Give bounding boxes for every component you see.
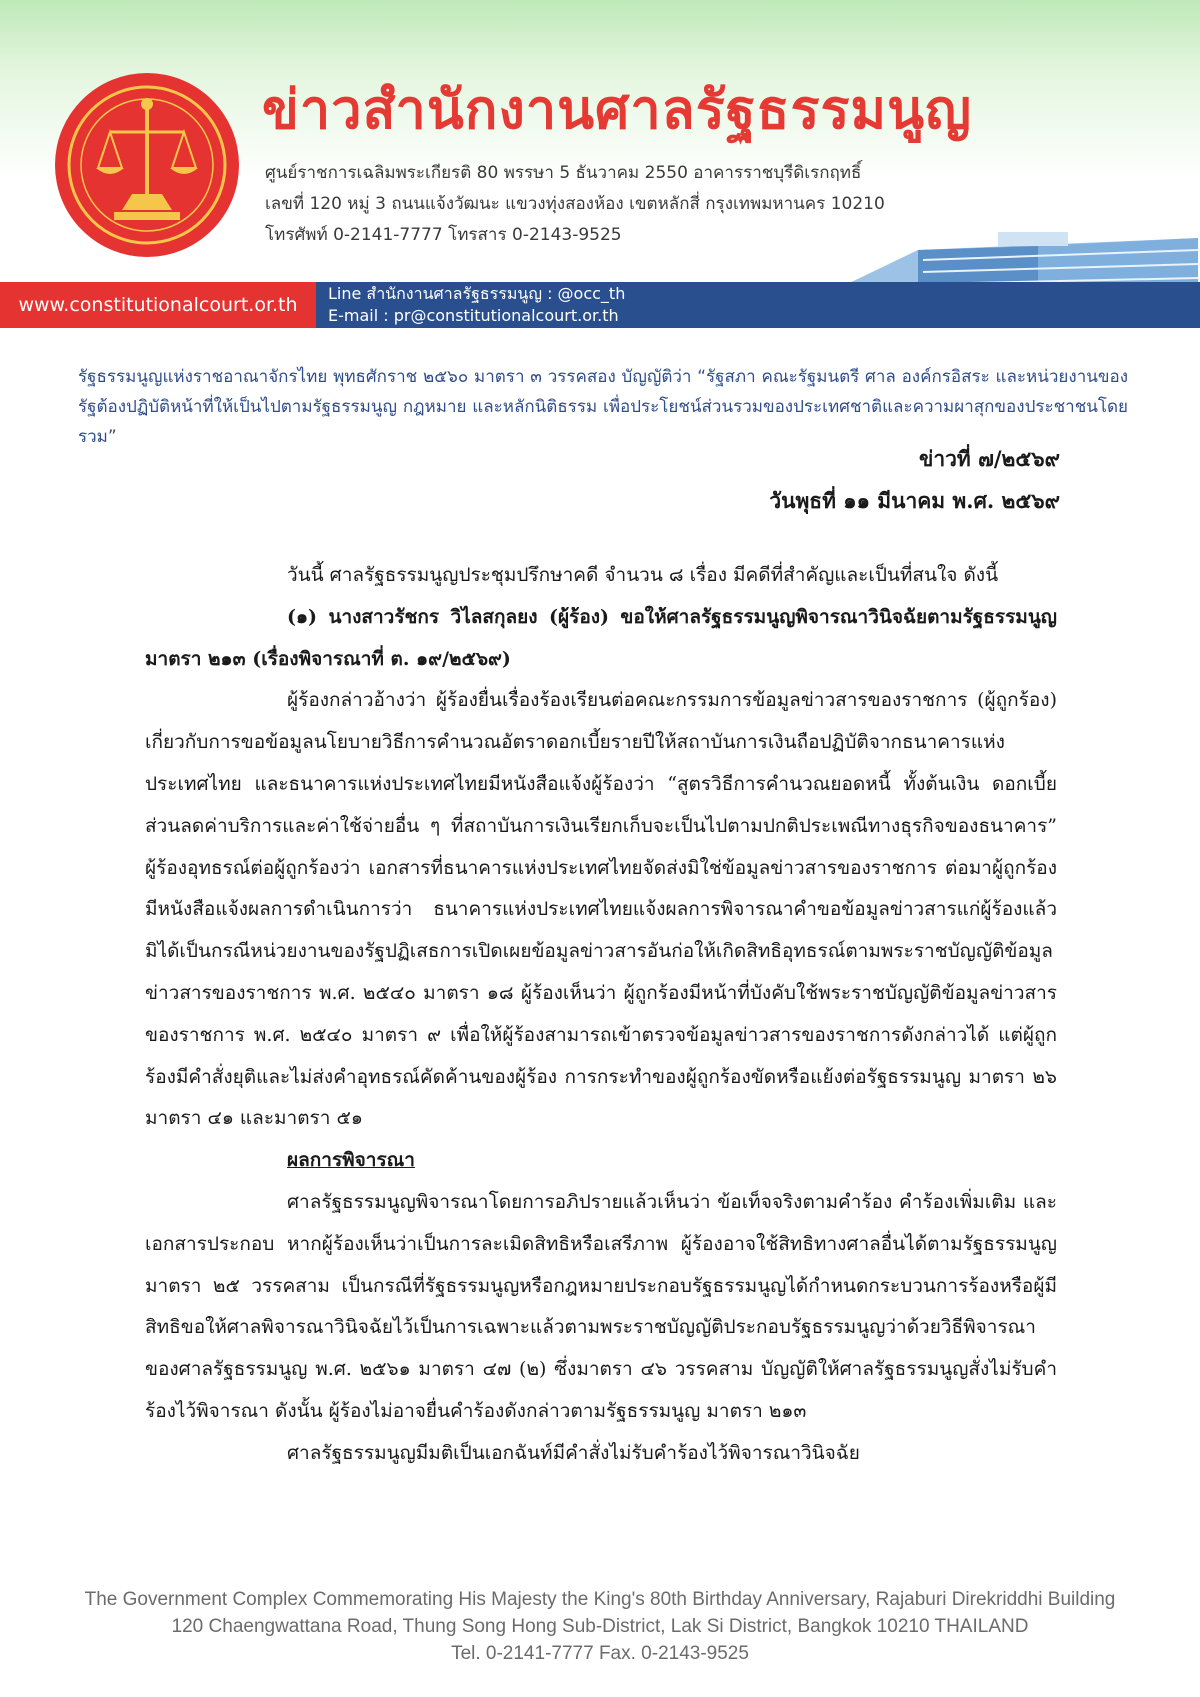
footer-line-3: Tel. 0-2141-7777 Fax. 0-2143-9525	[451, 1643, 749, 1664]
email-contact[interactable]: E-mail : pr@constitutionalcourt.or.th	[328, 306, 619, 325]
case-facts-paragraph: ผู้ร้องกล่าวอ้างว่า ผู้ร้องยื่นเรื่องร้องเรียนต่อคณะกรรมการข้อมูลข่าวสารของราชการ (ผู้ถูกร้อง) เกี่ยวกับการขอข้อมูลนโยบายวิธีการคำนวณอัตราดอกเบี้ยรายปีให้สถาบันการเงินถือปฏิบัติจากธนาคารแห่งประเทศไทย และธนาคารแห่งประเทศไทยมีหนังสือแจ้งผู้ร้องว่า “สูตรวิธีการคำนวณยอดหนี้ ทั้งต้นเงิน ดอกเบี้ย ส่วนลดค่าบริการและค่าใช้จ่ายอื่น ๆ ที่สถาบันการเงินเรียกเก็บจะเป็นไปตามปกติประเพณีทางธุรกิจของธนาคาร” ผู้ร้องอุทธรณ์ต่อผู้ถูกร้องว่า เอกสารที่ธนาคารแห่งประเทศไทยจัดส่งมิใช่ข้อมูลข่าวสารของราชการ ต่อมาผู้ถูกร้องมีหนังสือแจ้งผลการดำเนินการว่า ธนาคารแห่งประเทศไทยแจ้งผลการพิจารณาคำขอข้อมูลข่าวสารแก่ผู้ร้องแล้ว มิได้เป็นกรณีหน่วยงานของรัฐปฏิเสธการเปิดเผยข้อมูลข่าวสารอันก่อให้เกิดสิทธิอุทธรณ์ตามพระราชบัญญัติข้อมูลข่าวสารของราชการ พ.ศ. ๒๕๔๐ มาตรา ๑๘ ผู้ร้องเห็นว่า ผู้ถูกร้องมีหน้าที่บังคับใช้พระราชบัญญัติข้อมูลข่าวสารของราชการ พ.ศ. ๒๕๔๐ มาตรา ๙ เพื่อให้ผู้ร้องสามารถเข้าตรวจข้อมูลข่าวสารของราชการดังกล่าวได้ แต่ผู้ถูกร้องมีคำสั่งยุติและไม่ส่งคำอุทธรณ์คัดค้านของผู้ร้อง การกระทำของผู้ถูกร้องขัดหรือแย้งต่อรัฐธรรมนูญ มาตรา ๒๖ มาตรา ๔๑ และมาตรา ๕๑	[145, 689, 1057, 1130]
news-number: ข่าวที่ ๗/๒๕๖๙	[918, 446, 1060, 471]
ruling-paragraph: ศาลรัฐธรรมนูญมีมติเป็นเอกฉันท์มีคำสั่งไม่รับคำร้องไว้พิจารณาวินิจฉัย	[287, 1441, 860, 1464]
website-link[interactable]: www.constitutionalcourt.or.th	[0, 282, 316, 328]
case-title: (๑) นางสาวรัชกร วิไลสกุลยง (ผู้ร้อง) ขอให้ศาลรัฐธรรมนูญพิจารณาวินิจฉัยตามรัฐธรรมนูญ มาตรา ๒๑๓ (เรื่องพิจารณาที่ ต. ๑๙/๒๕๖๙)	[145, 605, 1057, 670]
contact-bar	[316, 282, 1200, 328]
address-line-2: เลขที่ 120 หมู่ 3 ถนนแจ้งวัฒนะ แขวงทุ่งสองห้อง เขตหลักสี่ กรุงเทพมหานคร 10210	[265, 194, 885, 214]
intro-paragraph: วันนี้ ศาลรัฐธรรมนูญประชุมปรึกษาคดี จำนวน ๘ เรื่อง มีคดีที่สำคัญและเป็นที่สนใจ ดังนี้	[287, 564, 999, 586]
footer-address	[0, 1586, 1200, 1667]
result-heading: ผลการพิจารณา	[287, 1149, 415, 1172]
letterhead	[0, 0, 1200, 330]
footer-line-2: 120 Chaengwattana Road, Thung Song Hong Sub-District, Lak Si District, Bangkok 10210 THAILAND	[171, 1616, 1029, 1637]
masthead-title: ข่าวสำนักงานศาลรัฐธรรมนูญ	[262, 78, 973, 141]
constitutional-court-seal-icon	[52, 70, 242, 260]
footer-line-1: The Government Complex Commemorating His Majesty the King's 80th Birthday Anniversary, Rajaburi Direkriddhi Building	[84, 1589, 1116, 1610]
constitution-preamble: รัฐธรรมนูญแห่งราชอาณาจักรไทย พุทธศักราช ๒๕๖๐ มาตรา ๓ วรรคสอง บัญญัติว่า “รัฐสภา คณะรัฐมนตรี ศาล องค์กรอิสระ และหน่วยงานของรัฐต้องปฏิบัติหน้าที่ให้เป็นไปตามรัฐธรรมนูญ กฎหมาย และหลักนิติธรรม เพื่อประโยชน์ส่วนรวมของประเทศชาติและความผาสุกของประชาชนโดยรวม”	[78, 367, 1128, 447]
line-contact[interactable]: Line สำนักงานศาลรัฐธรรมนูญ : @occ_th	[328, 284, 626, 303]
result-paragraph: ศาลรัฐธรรมนูญพิจารณาโดยการอภิปรายแล้วเห็นว่า ข้อเท็จจริงตามคำร้อง คำร้องเพิ่มเติม และเอกสารประกอบ หากผู้ร้องเห็นว่าเป็นการละเมิดสิทธิหรือเสรีภาพ ผู้ร้องอาจใช้สิทธิทางศาลอื่นได้ตามรัฐธรรมนูญ มาตรา ๒๕ วรรคสาม เป็นกรณีที่รัฐธรรมนูญหรือกฎหมายประกอบรัฐธรรมนูญได้กำหนดกระบวนการร้องหรือผู้มีสิทธิขอให้ศาลพิจารณาวินิจฉัยไว้เป็นการเฉพาะแล้วตามพระราชบัญญัติประกอบรัฐธรรมนูญว่าด้วยวิธีพิจารณาของศาลรัฐธรรมนูญ พ.ศ. ๒๕๖๑ มาตรา ๔๗ (๒) ซึ่งมาตรา ๔๖ วรรคสาม บัญญัติให้ศาลรัฐธรรมนูญสั่งไม่รับคำร้องไว้พิจารณา ดังนั้น ผู้ร้องไม่อาจยื่นคำร้องดังกล่าวตามรัฐธรรมนูญ มาตรา ๒๑๓	[145, 1190, 1057, 1422]
phone-fax-line: โทรศัพท์ 0-2141-7777 โทรสาร 0-2143-9525	[265, 225, 622, 245]
news-date: วันพุธที่ ๑๑ มีนาคม พ.ศ. ๒๕๖๙	[769, 488, 1060, 513]
address-line-1: ศูนย์ราชการเฉลิมพระเกียรติ 80 พรรษา 5 ธันวาคม 2550 อาคารราชบุรีดิเรกฤทธิ์	[265, 163, 862, 183]
news-body	[145, 555, 1057, 1475]
